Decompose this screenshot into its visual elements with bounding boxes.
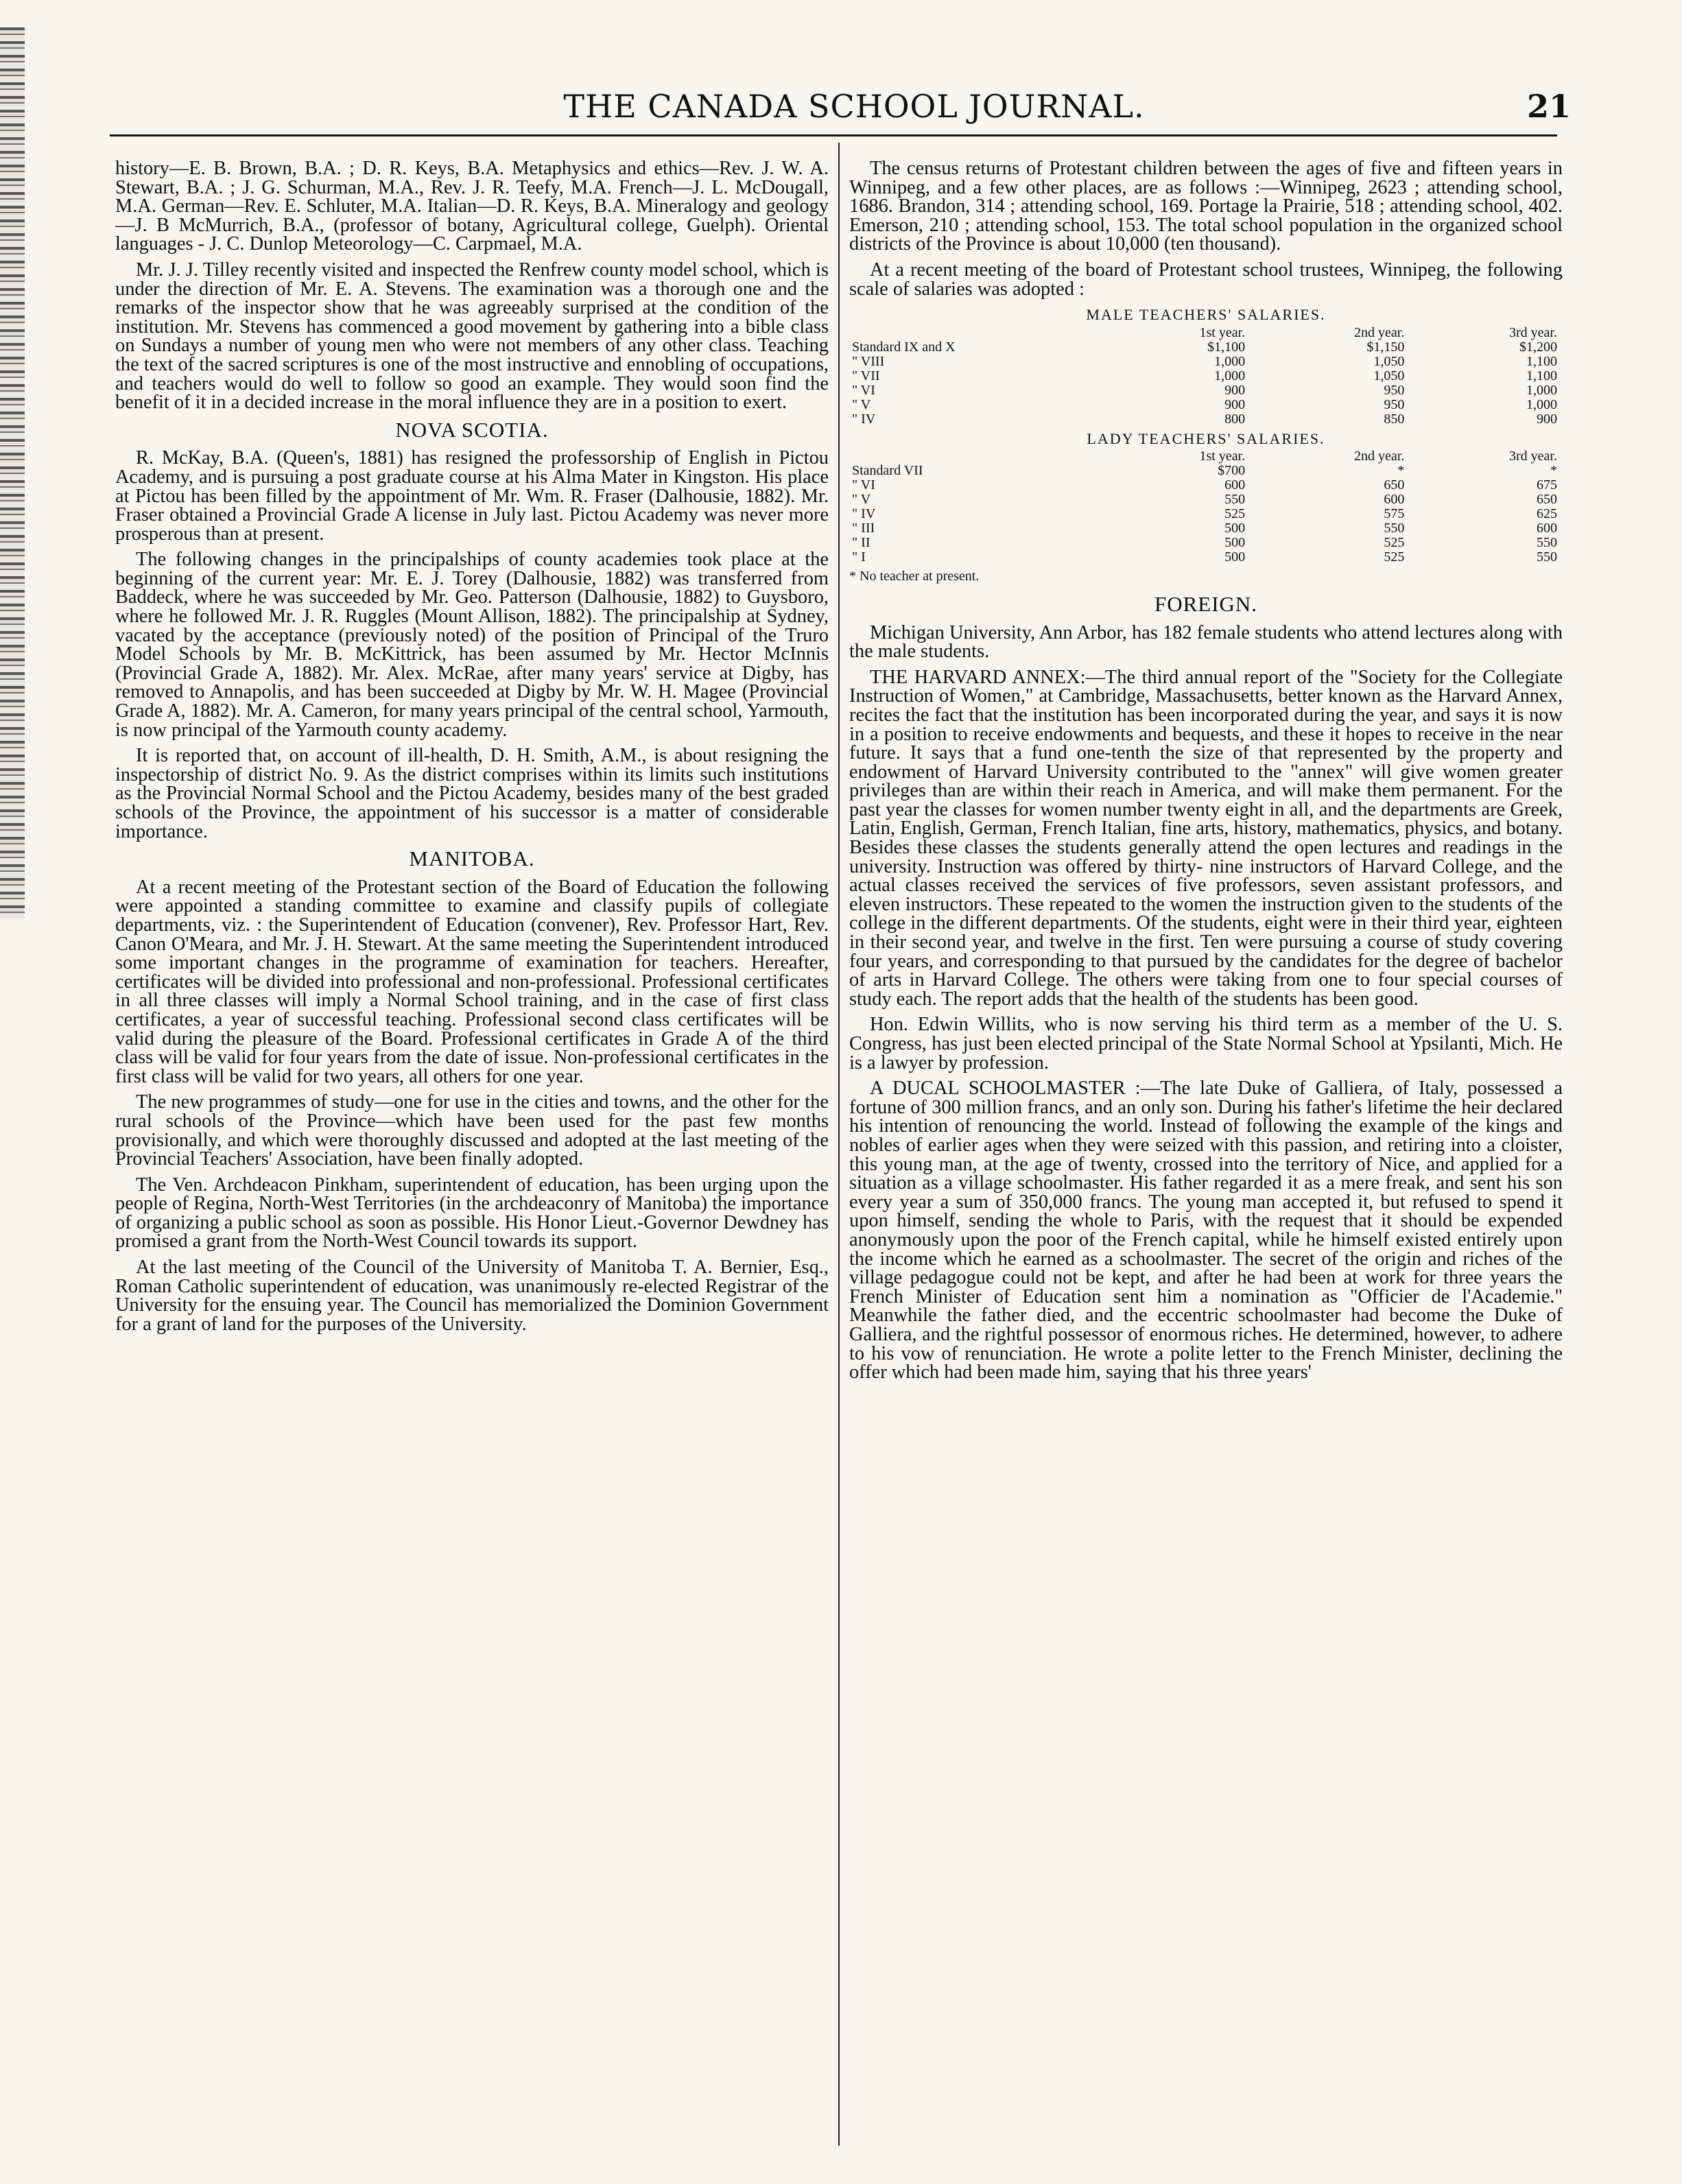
year-header: 2nd year. [1354,324,1405,340]
page-number: 21 [1526,88,1571,125]
male-salaries-table [849,326,1560,427]
salary-cell: 950 [1384,382,1405,398]
row-label: Standard IX and X [852,339,956,355]
paragraph: history—E. B. Brown, B.A. ; D. R. Keys, B.A. Metaphysics and ethics—Rev. J. W. A. Stewart, B.A. ; J. G. Schurman, M.A., Rev. J. R. Teefy, M.A. French—J. L. McDougall, M.A. German—Rev. E. Schluter, M.A. Italian—D. R. Keys, B.A. Mineralogy and geology—J. B McMurrich, B.A., (professor of botany, Agricultural college, Guelph). Oriental languages - J. C. Dunlop Meteorology—C. Carpmael, M.A. [115,158,829,255]
salary-cell: $1,200 [1519,339,1557,355]
paragraph: Mr. J. J. Tilley recently visited and inspected the Renfrew county model school, which is under the direction of Mr. E. A. Stevens. The examination was a thorough one and the remarks of the inspector show that he was agreeably surprised at the condition of the institution. Mr. Stevens has commenced a good movement by gathering into a bible class on Sundays a number of young men who were not members of any other class. Teaching the text of the sacred scriptures is one of the most instructive and ennobling of occupations, and teachers would do well to follow so good an example. They would soon find the benefit of it in a decided increase in the moral influence they are in a position to exert. [115,259,829,414]
salary-cell: * [1550,463,1557,479]
salary-cell: 900 [1224,396,1246,412]
salary-cell: 900 [1537,411,1557,427]
year-header: 1st year. [1199,324,1246,340]
salary-cell: 675 [1537,477,1557,493]
table-row [849,507,1560,521]
year-header: 1st year. [1199,449,1246,464]
paragraph: The Ven. Archdeacon Pinkham, superintendent of education, has been urging upon the people of Regina, North-West Territories (in the archdeaconry of Manitoba) the importance of organizing a public school as soon as possible. His Honor Lieut.-Governor Dewdney has promised a grant from the North-West Council towards its support. [115,1174,829,1253]
salary-cell: 575 [1384,506,1405,522]
paragraph: The following changes in the principalships of county academies took place at the beginning of the current year: Mr. E. J. Torey (Dalhousie, 1882) was transferred from Baddeck, where he was succeeded by Mr. Geo. Patterson (Dalhousie, 1882) to Guysboro, where he followed Mr. J. R. Ruggles (Mount Allison, 1882). The principalship at Sydney, vacated by the acceptance (previously noted) of the position of Principal of the Truro Model Schools by Mr. B. McKittrick, has been assumed by Mr. Hector McInnis (Provincial Grade A, 1882). Mr. Alex. McRae, after many years' service at Digby, has removed to Annapolis, and has been succeeded at Digby by Mr. W. H. Magee (Provincial Grade A, 1882). Mr. A. Cameron, for many years principal of the central school, Yarmouth, is now principal of the Yarmouth county academy. [115,549,829,741]
year-header: 3rd year. [1509,324,1557,340]
row-label: " IV [852,411,876,427]
salary-cell: 500 [1224,521,1246,536]
salary-cell: 550 [1224,492,1246,508]
salary-cell: $1,100 [1207,339,1246,355]
table-row [849,492,1560,507]
table-row [849,550,1560,565]
paragraph: At a recent meeting of the board of Protestant school trustees, Winnipeg, the following scale of salaries was adopted : [849,259,1563,300]
male-salaries-caption: MALE TEACHERS' SALARIES. [1086,306,1326,324]
table-row [849,398,1560,412]
salary-cell: 1,050 [1373,368,1405,383]
salary-cell: 1,100 [1526,368,1557,383]
salary-cell: 1,000 [1214,368,1246,383]
year-header: 2nd year. [1354,449,1405,464]
paragraph: Michigan University, Ann Arbor, has 182 female students who attend lectures along with the male students. [849,621,1563,663]
row-label: " V [852,492,871,508]
row-label: Standard VII [852,463,923,479]
section-heading-foreign: FOREIGN. [1154,591,1258,616]
salary-cell: 650 [1384,477,1405,493]
table-row [849,369,1560,383]
row-label: " II [852,535,870,551]
salary-cell: $700 [1218,463,1246,479]
paragraph: It is reported that, on account of ill-health, D. H. Smith, A.M., is about resigning the inspectorship of district No. 9. As the district comprises within its limits such institutions as the Provincial Normal School and the Pictou Academy, besides many of the best graded schools of the Province, the appointment of his successor is a matter of considerable importance. [115,745,829,842]
paragraph: R. McKay, B.A. (Queen's, 1881) has resigned the professorship of English in Pictou Academy, and is pursuing a post graduate course at his Alma Mater in Kingston. His place at Pictou has been filled by the appointment of Mr. Wm. R. Fraser (Dalhousie, 1882). Mr. Fraser obtained a Provincial Grade A license in July last. Pictou Academy was never more prosperous than at present. [115,447,829,545]
salary-cell: 550 [1537,549,1557,565]
paragraph: At the last meeting of the Council of the University of Manitoba T. A. Bernier, Esq., Roman Catholic superintendent of education, was unanimously re-elected Registrar of the University for the ensuing year. The Council has memorialized the Dominion Government for a grant of land for the purposes of the University. [115,1257,829,1335]
salary-cell: 525 [1384,549,1405,565]
salary-cell: 1,000 [1526,396,1557,412]
paragraph: Hon. Edwin Willits, who is now serving his third term as a member of the U. S. Congress, has just been elected principal of the State Normal School at Ypsilanti, Mich. He is a lawyer by profession. [849,1014,1563,1073]
lady-salaries-table [849,449,1560,565]
column-divider [838,143,840,2146]
table-header-row [849,449,1560,464]
table-row [849,355,1560,369]
lady-salaries-caption: LADY TEACHERS' SALARIES. [1087,429,1325,447]
salary-cell: $1,150 [1366,339,1405,355]
salary-cell: 625 [1537,506,1557,522]
table-row [849,521,1560,536]
salary-cell: 600 [1537,521,1557,536]
salary-cell: 850 [1384,411,1405,427]
page-header [137,88,1571,132]
paragraph: The census returns of Protestant children between the ages of five and fifteen years in Winnipeg, and a few other places, are as follows :—Winnipeg, 2623 ; attending school, 1686. Brandon, 314 ; attending school, 169. Portage la Prairie, 518 ; attending school, 402. Emerson, 210 ; attending school, 153. The total school population in the organized school districts of the Province is about 10,000 (ten thousand). [849,158,1563,255]
row-label: " VIII [852,353,885,369]
table-row [849,536,1560,550]
salary-cell: 525 [1384,535,1405,551]
salary-cell: 525 [1224,506,1246,522]
salary-cell: 650 [1537,492,1557,508]
right-column [849,159,1563,1389]
year-header: 3rd year. [1509,449,1557,464]
salary-cell: 800 [1224,411,1246,427]
section-heading-manitoba: MANITOBA. [409,846,535,871]
table-row [849,464,1560,478]
salary-cell: 550 [1384,521,1405,536]
row-label: " VII [852,368,880,383]
salary-cell: 1,100 [1526,353,1557,369]
table-row [849,340,1560,355]
table-row [849,478,1560,492]
row-label: " III [852,521,875,536]
salary-cell: 600 [1384,492,1405,508]
paragraph: THE HARVARD ANNEX:—The third annual report of the "Society for the Collegiate Instruction of Women," at Cambridge, Massachusetts, better known as the Harvard Annex, recites the fact that the institution has been incorporated during the year, and says it is now in a position to receive endowments and bequests, and these it hopes to receive in the near future. It says that a fund one-tenth the size of that represented by the property and endowment of Harvard University contributed to the "annex" will give women greater privileges than are within their reach in America, and will make them permanent. For the past year the classes for women number twenty eight in all, and the departments are Greek, Latin, English, German, French Italian, fine arts, history, mathematics, physics, and botany. Besides these classes the students generally attend the open lectures and readings in the university. Instruction was offered by thirty- nine instructors of Harvard College, and the actual classes received the services of five professors, seven assistant professors, and eleven instructors. These repeated to the women the instruction given to the students of the college in the different departments. Of the students, eight were in their third year, eighteen in their second year, and twelve in the first. Ten were pursuing a course of study covering four years, and corresponding to that pursued by the candidates for the degree of bachelor of arts in Harvard College. The others were taking from one to four special courses of study each. The report adds that the health of the students has been good. [849,666,1563,1010]
row-label: " VI [852,477,875,493]
salary-cell: 500 [1224,535,1246,551]
salary-cell: 1,050 [1373,353,1405,369]
header-rule [110,134,1557,136]
salary-cell: 1,000 [1214,353,1246,369]
row-label: " IV [852,506,876,522]
salary-cell: 950 [1384,396,1405,412]
table-footnote: * No teacher at present. [849,569,980,584]
paragraph: At a recent meeting of the Protestant section of the Board of Education the following were appointed a standing committee to examine and classify pupils of collegiate departments, viz. : the Superintendent of Education (convener), Rev. Professor Hart, Rev. Canon O'Meara, and Mr. J. H. Stewart. At the same meeting the Superintendent introduced some important changes in the programme of examination for teachers. Hereafter, certificates will be divided into professional and non-professional. Professional certificates in all three classes will imply a Normal School training, and in the case of first class certificates, a year of successful teaching. Professional second class certificates will be valid during the pleasure of the Board. Professional certificates in Grade A of the third class will be valid for four years from the date of issue. Non-professional certificates in the first class will be valid for two years, all others for one year. [115,876,829,1087]
salary-cell: 550 [1537,535,1557,551]
row-label: " V [852,396,871,412]
section-heading-nova-scotia: NOVA SCOTIA. [395,417,549,442]
scan-edge [0,27,25,919]
row-label: " VI [852,382,875,398]
table-header-row [849,326,1560,340]
salary-cell: 1,000 [1526,382,1557,398]
salary-cell: 900 [1224,382,1246,398]
row-label: " I [852,549,866,565]
table-row [849,412,1560,427]
journal-title: THE CANADA SCHOOL JOURNAL. [563,88,1145,125]
salary-cell: * [1397,463,1405,479]
salary-cell: 600 [1224,477,1246,493]
table-row [849,383,1560,398]
salary-cell: 500 [1224,549,1246,565]
left-column [115,159,829,1340]
paragraph: A DUCAL SCHOOLMASTER :—The late Duke of Galliera, of Italy, possessed a fortune of 300 million francs, and an only son. During his father's lifetime the heir declared his intention of renouncing the world. Instead of following the example of the kings and nobles of earlier ages when they were seized with this passion, and retiring into a cloister, this young man, at the age of twenty, crossed into the territory of Nice, and applied for a situation as a village schoolmaster. His father regarded it as a mere freak, and sent his son every year a sum of 350,000 francs. The young man accepted it, but refused to spend it upon himself, sending the whole to Paris, with the request that it should be expended anonymously upon the poor of the French capital, while he himself existed entirely upon the income which he earned as a schoolmaster. The secret of the origin and riches of the village pedagogue could not be kept, and after he had been at work for three years the French Minister of Education sent him a nomination as "Officier de l'Academie." Meanwhile the father died, and the eccentric schoolmaster had become the Duke of Galliera, and the rightful possessor of enormous riches. He determined, however, to adhere to his vow of renunciation. He wrote a polite letter to the French Minister, declining the offer which had been made him, saying that his three years' [849,1078,1563,1384]
paragraph: The new programmes of study—one for use in the cities and towns, and the other for the rural schools of the Province—which have been used for the past few months provisionally, and which were thoroughly discussed and adopted at the last meeting of the Provincial Teachers' Association, have been finally adopted. [115,1091,829,1170]
